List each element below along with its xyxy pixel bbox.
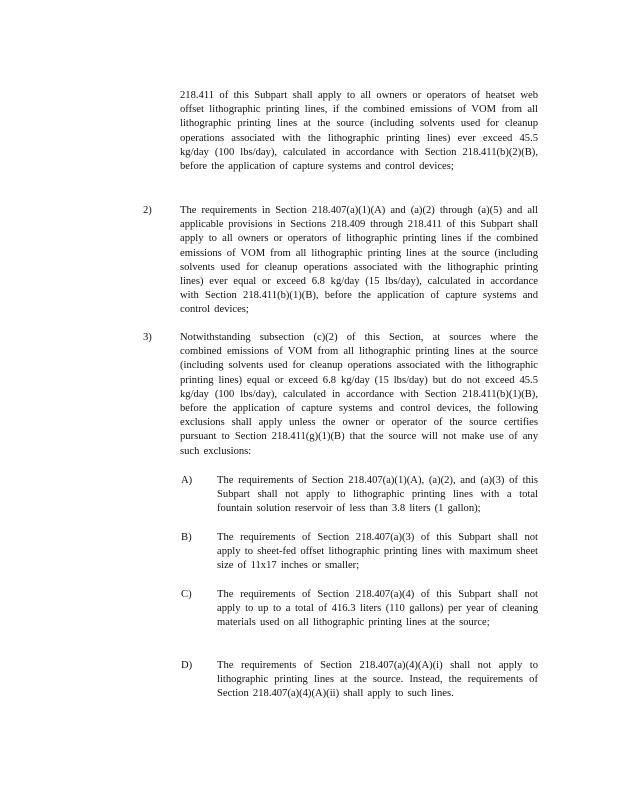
intro-paragraph: 218.411 of this Subpart shall apply to all owners or operators of heatset web offset lithographic printing lines, if the combined emissions of VOM from all lithographic printing lines at the source (including solvents used for cleanup operations associated with the lithographic printing lines) ever exceed 45.5 kg/day (100 lbs/day), calculated in accordance with Section 218.411(b)(2)(B), before the application of capture systems and control devices; <box>180 90 538 173</box>
item-3-text: Notwithstanding subsection (c)(2) of this Section, at sources where the combined emissions of VOM from all lithographic printing lines at the source (including solvents used for cleanup operations associated with the lithographic printing lines) equal or exceed 6.8 kg/day (15 lbs/day) but do not exceed 45.5 kg/day (100 lbs/day), calculated in accordance with Section 218.411(b)(1)(B), before the application of capture systems and control devices, the following exclusions shall apply unless the owner or operator of the source certifies pursuant to Section 218.411(g)(1)(B) that the source will not make use of any such exclusions: <box>180 332 538 457</box>
subitem-letter-c: C) <box>181 589 192 600</box>
subitem-c-text: The requirements of Section 218.407(a)(4) of this Subpart shall not apply to up to a total of 416.3 liters (110 gallons) per year of cleaning materials used on all lithographic printing lines at the source; <box>217 589 538 629</box>
subitem-letter-b: B) <box>181 532 192 543</box>
item-number-2: 2) <box>143 205 152 216</box>
subitem-letter-d: D) <box>181 660 193 671</box>
subitem-b-text: The requirements of Section 218.407(a)(3) of this Subpart shall not apply to sheet-fed offset lithographic printing lines with maximum sheet size of 11x17 inches or smaller; <box>217 532 538 572</box>
subitem-letter-a: A) <box>181 475 193 486</box>
subitem-a-text: The requirements of Section 218.407(a)(1)(A), (a)(2), and (a)(3) of this Subpart shall not apply to lithographic printing lines with a total fountain solution reservoir of less than 3.8 liters (1 gallon); <box>217 475 538 515</box>
subitem-d-text: The requirements of Section 218.407(a)(4)(A)(i) shall not apply to lithographic printing lines at the source. Instead, the requirements of Section 218.407(a)(4)(A)(ii) shall apply to such lines. <box>217 660 538 700</box>
item-2-text: The requirements in Section 218.407(a)(1)(A) and (a)(2) through (a)(5) and all applicable provisions in Sections 218.409 through 218.411 of this Subpart shall apply to all owners or operators of lithographic printing lines if the combined emissions of VOM from all lithographic printing lines at the source (including solvents used for cleanup operations associated with the lithographic printing lines) ever equal or exceed 6.8 kg/day (15 lbs/day), calculated in accordance with Section 218.411(b)(1)(B), before the application of capture systems and control devices; <box>180 205 538 316</box>
item-number-3: 3) <box>143 332 152 343</box>
